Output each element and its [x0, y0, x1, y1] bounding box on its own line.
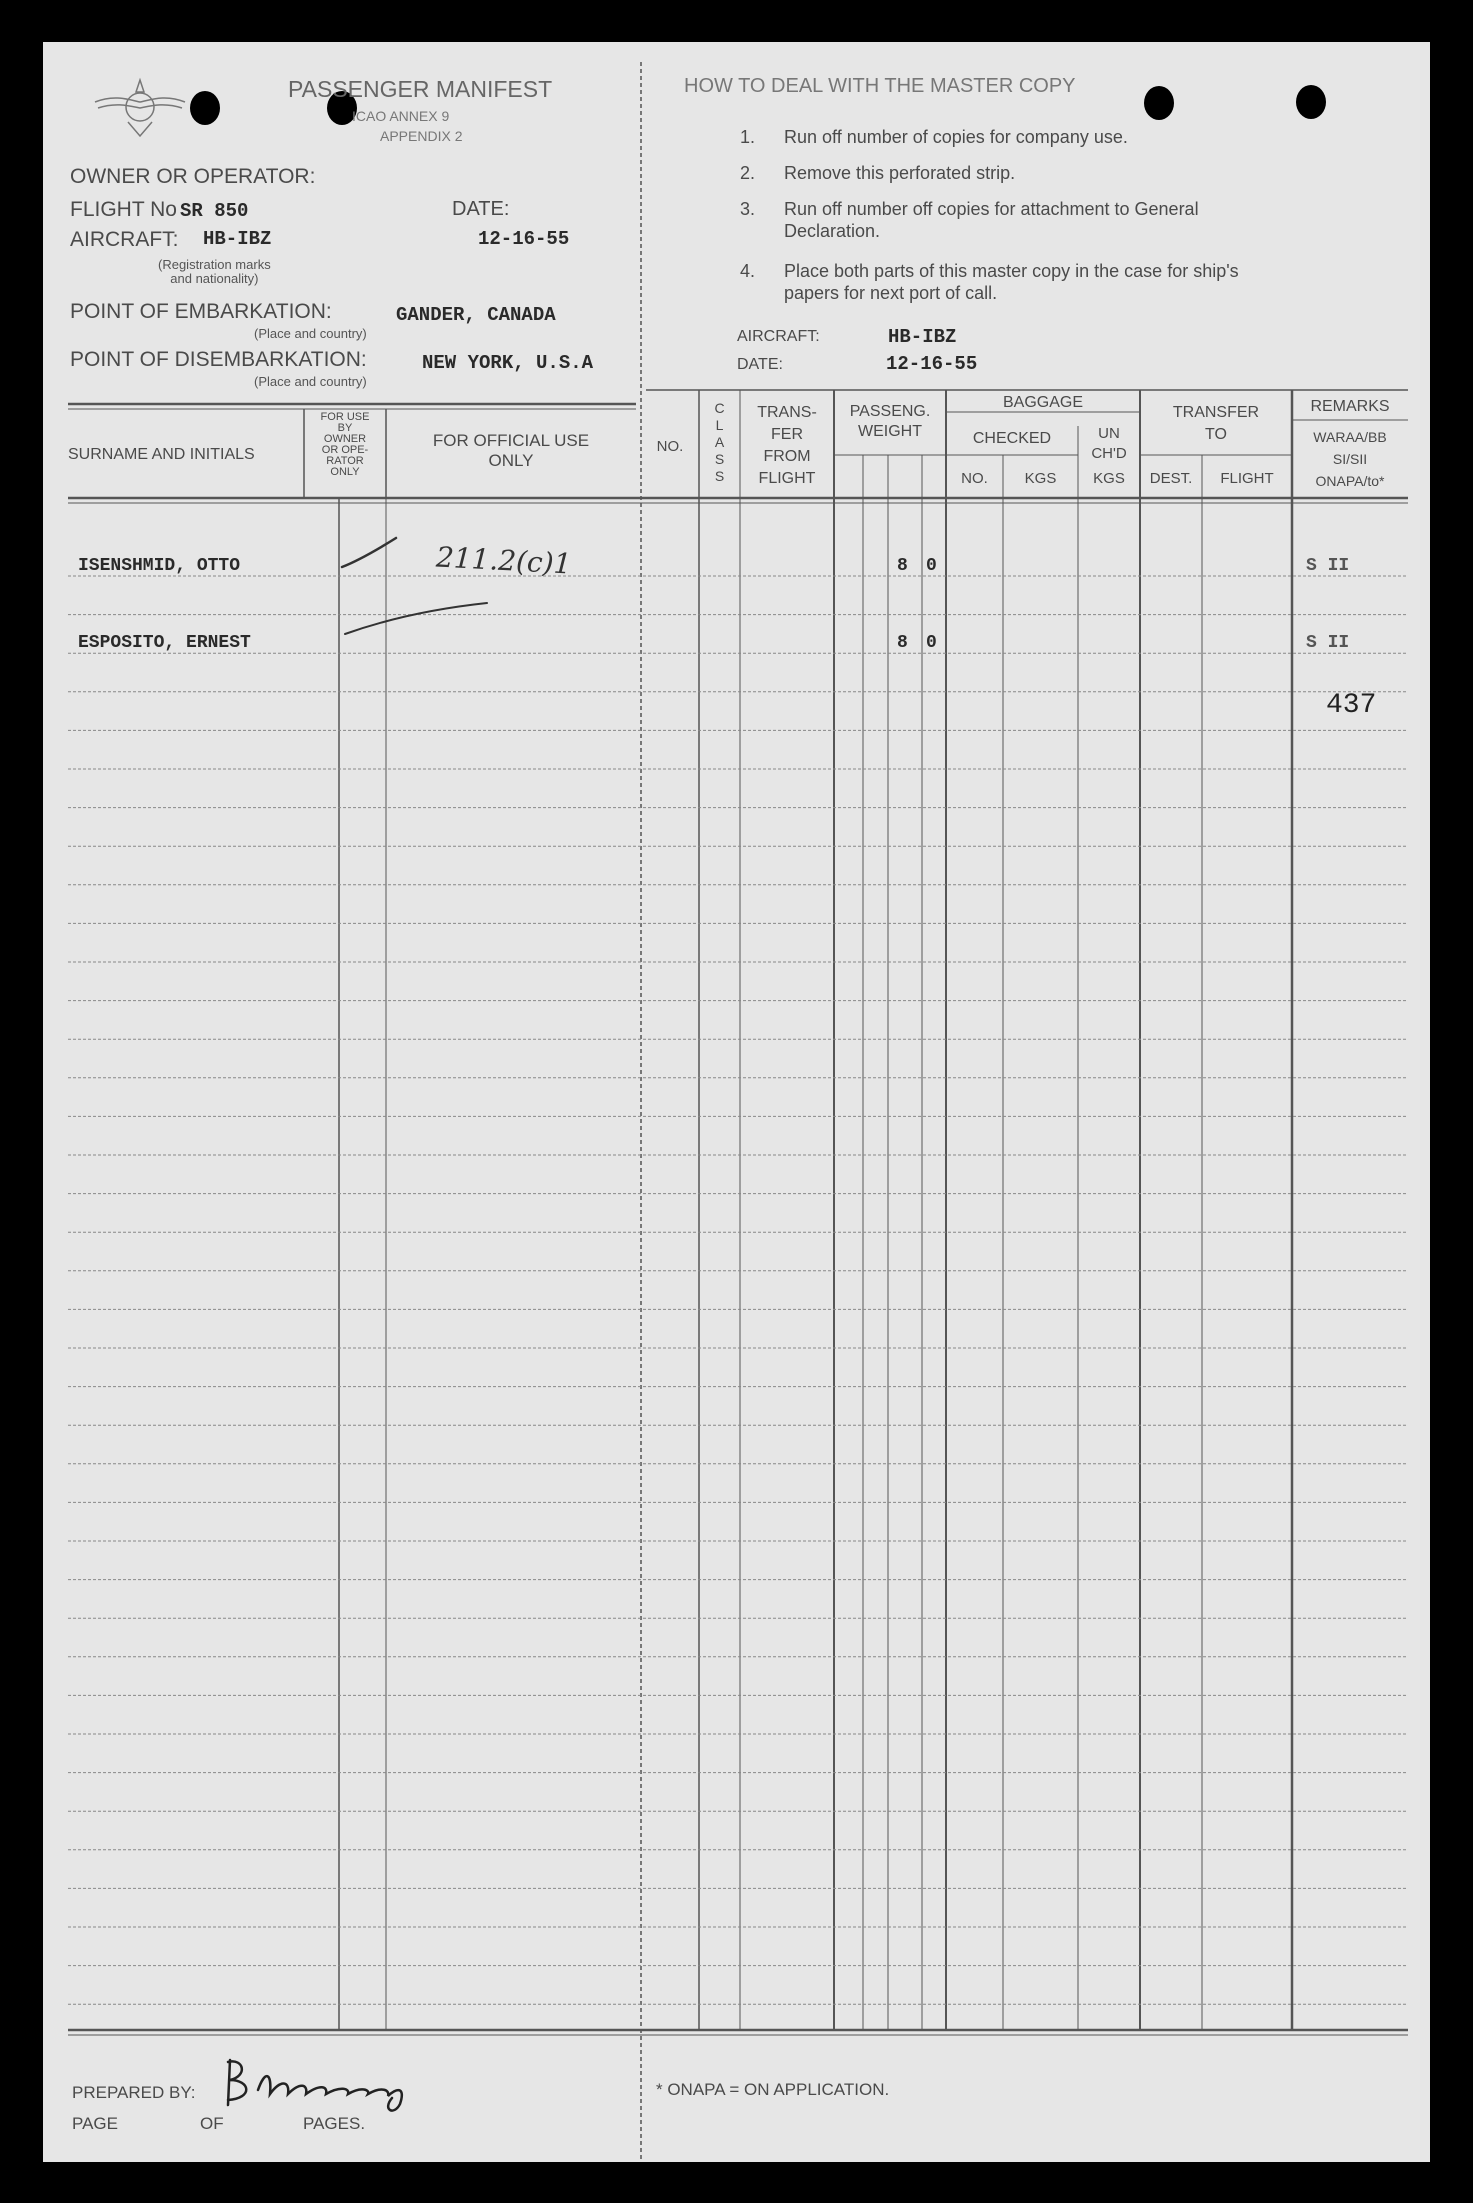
prepared-by-label: PREPARED BY: — [72, 2083, 196, 2102]
flight-date: 12-16-55 — [478, 228, 570, 250]
instruction-3: 3. Run off number off copies for attachment to General Declaration. — [740, 199, 1199, 241]
weight-units: 0 — [926, 556, 937, 576]
signature-icon — [210, 2050, 470, 2120]
col-remarks: REMARKS — [1310, 398, 1390, 415]
pages-label: PAGES. — [303, 2114, 366, 2133]
weight-units: 0 — [926, 633, 937, 653]
aircraft-registration: HB-IBZ — [203, 228, 272, 250]
place-country-note-1: (Place and country) — [254, 326, 367, 341]
manifest-title: PASSENGER MANIFEST — [288, 76, 553, 102]
registration-note: (Registration marks and nationality) — [158, 257, 271, 286]
passenger-name: ESPOSITO, ERNEST — [78, 633, 251, 653]
master-copy-title: HOW TO DEAL WITH THE MASTER COPY — [684, 75, 1076, 97]
embarkation-label: POINT OF EMBARKATION: — [70, 300, 332, 323]
passenger-remarks: S II — [1306, 556, 1350, 576]
col-flight: FLIGHT — [1220, 470, 1274, 487]
col-unchd-kgs: KGS — [1093, 470, 1125, 487]
col-class: C L A S S — [714, 400, 725, 484]
col-bag-kgs: KGS — [1024, 470, 1057, 487]
col-baggage: BAGGAGE — [1002, 394, 1084, 411]
instruction-2: 2. Remove this perforated strip. — [740, 163, 1016, 183]
instructions-list — [740, 126, 1239, 304]
embarkation-value: GANDER, CANADA — [396, 304, 556, 326]
instruction-4: 4. Place both parts of this master copy in the case for ship's papers for next port of call. — [740, 261, 1239, 303]
col-transfer-to: TRANSFER TO — [1172, 404, 1260, 443]
page-label: PAGE — [72, 2114, 118, 2133]
weight-tens: 8 — [897, 633, 908, 653]
passenger-name: ISENSHMID, OTTO — [78, 556, 241, 576]
col-remarks-codes: WARAA/BB SI/SII ONAPA/to* — [1313, 429, 1387, 489]
strip-aircraft-label: AIRCRAFT: — [737, 328, 820, 345]
weight-tens: 8 — [897, 556, 908, 576]
disembarkation-value: NEW YORK, U.S.A — [422, 352, 594, 374]
date-label: DATE: — [452, 198, 510, 220]
of-label: OF — [200, 2114, 224, 2133]
official-annotation: 211.2(c)1 — [435, 540, 573, 581]
col-unchecked: UN CH'D — [1091, 425, 1127, 462]
col-passenger-weight: PASSENG. WEIGHT — [849, 403, 931, 440]
col-bag-no: NO. — [961, 470, 988, 487]
strip-date-label: DATE: — [737, 356, 783, 373]
col-official-use: FOR OFFICIAL USE ONLY — [432, 431, 590, 470]
strip-date-value: 12-16-55 — [886, 353, 978, 375]
col-transfer-from: TRANS- FER FROM FLIGHT — [757, 404, 817, 487]
col-no: NO. — [656, 438, 684, 455]
onapa-note: * ONAPA = ON APPLICATION. — [656, 2080, 890, 2099]
col-owner-use: FOR USE BY OWNER OR OPE- RATOR ONLY — [320, 411, 370, 478]
appendix: APPENDIX 2 — [380, 128, 463, 144]
passenger-remarks: S II — [1306, 633, 1350, 653]
flight-label: FLIGHT No — [70, 198, 177, 221]
col-dest: DEST. — [1149, 470, 1193, 487]
col-checked: CHECKED — [972, 430, 1052, 447]
place-country-note-2: (Place and country) — [254, 374, 367, 389]
icao-annex: ICAO ANNEX 9 — [352, 108, 450, 124]
instruction-1: 1. Run off number of copies for company use. — [740, 127, 1128, 147]
strip-aircraft-value: HB-IBZ — [888, 326, 957, 348]
flight-number: SR 850 — [180, 200, 249, 222]
airline-emblem-icon — [90, 72, 190, 142]
disembarkation-label: POINT OF DISEMBARKATION: — [70, 348, 367, 371]
owner-label: OWNER OR OPERATOR: — [70, 165, 316, 188]
aircraft-label: AIRCRAFT: — [70, 228, 179, 251]
stamp-number: 437 — [1326, 690, 1377, 721]
col-surname: SURNAME AND INITIALS — [68, 446, 255, 463]
